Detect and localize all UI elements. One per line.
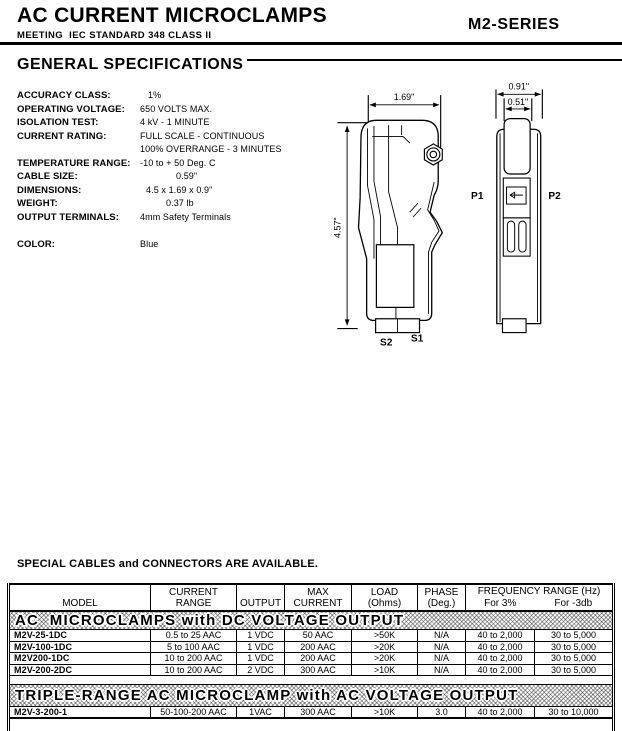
table-cell: 30 to 5,000 — [534, 665, 612, 676]
header-rule — [0, 42, 622, 45]
table-cell: 50-100-200 AAC — [150, 707, 236, 717]
table-row — [10, 665, 612, 677]
column-header-for-3pct: For 3% — [484, 598, 517, 609]
table-cell: 1 VDC — [236, 653, 284, 664]
spec-label: ACCURACY CLASS: — [17, 90, 111, 101]
column-header-line: RANGE — [175, 598, 212, 609]
table-row — [10, 642, 612, 654]
table-cell: 200 AAC — [284, 653, 351, 664]
specification-list — [17, 89, 300, 251]
spec-row — [17, 211, 300, 225]
spec-label: OUTPUT TERMINALS: — [17, 211, 119, 223]
spec-row — [17, 143, 300, 157]
spec-row — [17, 170, 300, 184]
spec-value: 4.5 x 1.69 x 0.9" — [146, 184, 213, 195]
column-header-model: MODEL — [62, 598, 98, 609]
technical-drawing — [300, 78, 622, 418]
spec-value: 0.37 lb — [166, 198, 194, 208]
spec-label: CABLE SIZE: — [17, 171, 78, 182]
spec-row — [17, 89, 300, 103]
table-section-title: AC MICROCLAMPS with DC VOLTAGE OUTPUT — [10, 612, 612, 630]
spec-label: ISOLATION TEST: — [17, 117, 99, 128]
spec-label: CURRENT RATING: — [17, 130, 107, 142]
table-cell: N/A — [417, 630, 465, 641]
column-header-line: CURRENT — [293, 598, 343, 609]
table-cell: 5 to 100 AAC — [150, 642, 236, 653]
column-header-line: (Ohms) — [367, 598, 402, 609]
spec-label: DIMENSIONS: — [17, 184, 82, 196]
table-gap-row — [10, 676, 612, 685]
terminal-label-p2: P2 — [548, 191, 561, 203]
column-header-line: (Deg.) — [427, 598, 456, 609]
page-title: AC CURRENT MICROCLAMPS — [17, 4, 327, 27]
table-cell: 30 to 5,000 — [534, 653, 612, 664]
spec-spacer-row — [17, 224, 300, 238]
table-cell: >50K — [351, 630, 417, 641]
model-cell: M2V-25-1DC — [14, 630, 68, 640]
column-header-line: CURRENT — [169, 587, 218, 598]
table-cell: 1 VDC — [236, 630, 284, 641]
model-table — [7, 583, 615, 731]
table-cell: 1 VDC — [236, 642, 284, 653]
spec-row — [17, 130, 300, 144]
spec-label: TEMPERATURE RANGE: — [17, 157, 131, 169]
series-label: M2-SERIES — [468, 16, 560, 33]
table-cell: 300 AAC — [284, 707, 351, 717]
spec-value: FULL SCALE - CONTINUOUS — [140, 130, 265, 141]
front-width-dimension-label: 1.69" — [393, 91, 415, 102]
column-header-frequency-range — [465, 585, 612, 610]
table-cell: 30 to 5,000 — [534, 642, 612, 653]
general-specifications-heading: GENERAL SPECIFICATIONS — [17, 56, 244, 73]
table-cell: >10K — [351, 665, 417, 676]
table-cell: >10K — [351, 707, 417, 717]
column-header-current-range — [150, 585, 236, 610]
table-cell: >20K — [351, 642, 417, 653]
spec-value: Blue — [140, 238, 159, 249]
column-header-for-3db: For -3db — [554, 598, 593, 609]
model-cell: M2V-200-2DC — [14, 664, 73, 675]
spec-row — [17, 184, 300, 198]
terminal-label-s1: S1 — [410, 333, 424, 345]
terminal-label-s2: S2 — [379, 337, 393, 349]
table-cell: 40 to 2,000 — [465, 653, 534, 664]
column-header-line: MAX — [307, 587, 329, 598]
table-cell: N/A — [417, 653, 465, 664]
table-cell: 0.5 to 25 AAC — [150, 630, 236, 641]
column-header-line: LOAD — [370, 587, 399, 598]
table-cell: 200 AAC — [284, 642, 351, 653]
spec-value: -10 to + 50 Deg. C — [140, 157, 216, 168]
table-cell: 1VAC — [236, 707, 284, 717]
side-inner-width-dimension-label: 0.51" — [507, 96, 529, 107]
front-height-dimension-label: 4.57" — [332, 217, 343, 238]
spec-label — [17, 224, 140, 238]
column-header-line: FREQUENCY RANGE (Hz) — [477, 586, 601, 597]
table-cell: 40 to 2,000 — [465, 630, 534, 641]
table-cell: N/A — [417, 665, 465, 676]
spec-label: WEIGHT: — [17, 198, 58, 209]
spec-row — [17, 157, 300, 171]
table-body — [10, 612, 612, 719]
table-cell: >20K — [351, 653, 417, 664]
column-header-line: PHASE — [424, 587, 459, 598]
cables-note: SPECIAL CABLES and CONNECTORS ARE AVAILABLE. — [17, 558, 319, 570]
spec-value: 1% — [148, 90, 162, 100]
spec-value: 4 kV - 1 MINUTE — [140, 117, 210, 127]
terminal-label-p1: P1 — [471, 191, 484, 203]
spec-label — [17, 143, 140, 157]
table-cell: 300 AAC — [284, 665, 351, 676]
table-cell: 3.0 — [417, 707, 465, 717]
table-cell: 50 AAC — [284, 630, 351, 641]
spec-label: OPERATING VOLTAGE: — [17, 103, 125, 115]
spec-row — [17, 116, 300, 130]
spec-value: 650 VOLTS MAX. — [140, 103, 213, 114]
table-cell: 40 to 2,000 — [465, 642, 534, 653]
frequency-subheaders — [466, 598, 612, 609]
model-cell: M2V200-1DC — [14, 653, 70, 663]
table-header — [10, 583, 612, 612]
spec-value: 100% OVERRANGE - 3 MINUTES — [140, 144, 282, 154]
table-section-title: TRIPLE-RANGE AC MICROCLAMP with AC VOLTAGE OUTPUT — [10, 685, 612, 707]
table-cell: 2 VDC — [236, 665, 284, 676]
spec-row — [17, 103, 300, 117]
column-header-load — [351, 585, 417, 610]
table-cell: N/A — [417, 642, 465, 653]
table-cell: 40 to 2,000 — [465, 707, 534, 717]
table-cell: 10 to 200 AAC — [150, 665, 236, 676]
spec-value: 0.59" — [176, 171, 198, 181]
spec-value: 4mm Safety Terminals — [140, 211, 231, 222]
column-header-phase — [417, 585, 465, 610]
table-row — [10, 630, 612, 642]
table-cell: 30 to 10,000 — [534, 707, 612, 717]
column-header-output: OUTPUT — [236, 585, 284, 610]
model-cell: M2V-3-200-1 — [14, 707, 68, 717]
spec-row — [17, 197, 300, 211]
spec-row — [17, 238, 300, 252]
standard-subtitle: MEETING IEC STANDARD 348 CLASS II — [17, 30, 212, 41]
model-cell: M2V-100-1DC — [14, 641, 73, 652]
table-row — [10, 653, 612, 665]
spec-label: COLOR: — [17, 238, 56, 250]
drawing-linework — [337, 89, 542, 332]
table-cell: 30 to 5,000 — [534, 630, 612, 641]
table-cell: 40 to 2,000 — [465, 665, 534, 676]
side-outer-width-dimension-label: 0.91" — [508, 81, 530, 92]
table-cell: 10 to 200 AAC — [150, 653, 236, 664]
column-header-max-current — [284, 585, 351, 610]
secondary-rule — [247, 59, 622, 61]
table-row — [10, 707, 612, 719]
